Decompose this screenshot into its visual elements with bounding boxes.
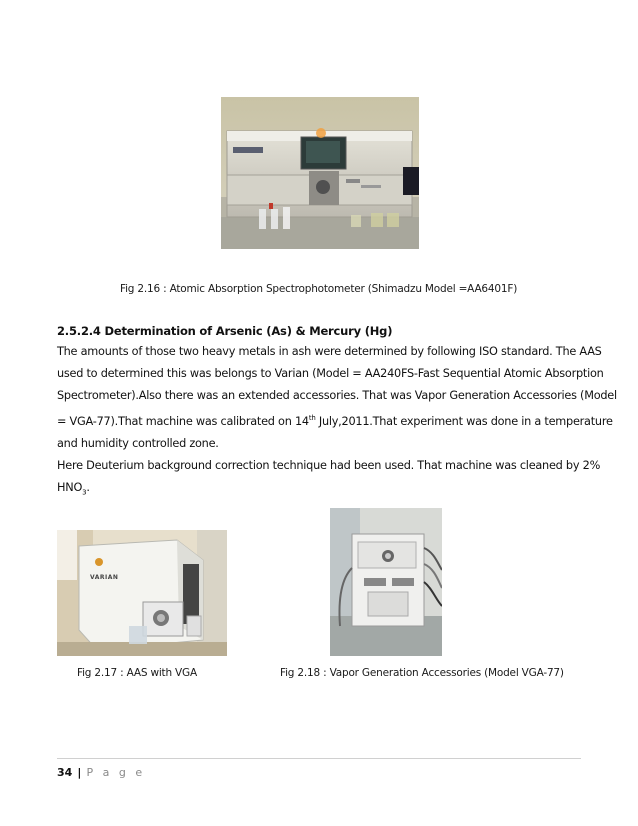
body-line: Here Deuterium background correction technique had been used. That machine was cleaned by 2% (57, 458, 601, 472)
figure-2-16-caption: Fig 2.16 : Atomic Absorption Spectrophotometer (Shimadzu Model =AA6401F) (120, 283, 518, 295)
footer-divider (57, 758, 581, 759)
body-line: = VGA-77).That machine was calibrated on 14th July,2011.That experiment was done in a temperature (57, 414, 613, 428)
figure-2-18-photo (330, 508, 442, 656)
body-line: Spectrometer).Also there was an extended accessories. That was Vapor Generation Accessories (Model (57, 389, 617, 402)
figure-2-17-photo (57, 530, 227, 656)
body-line: used to determined this was belongs to Varian (Model = AA240FS-Fast Sequential Atomic Absorption (57, 367, 604, 380)
body-line: The amounts of those two heavy metals in ash were determined by following ISO standard. The AAS (57, 345, 602, 358)
section-heading: 2.5.2.4 Determination of Arsenic (As) & Mercury (Hg) (57, 324, 393, 338)
figure-2-18-caption: Fig 2.18 : Vapor Generation Accessories (Model VGA-77) (280, 667, 564, 679)
page-label: P a g e (86, 766, 146, 779)
figure-2-16-photo (221, 97, 419, 249)
page-number: 34 (57, 766, 73, 779)
varian-brand-label: VARIAN (90, 574, 119, 581)
footer-separator: | (77, 766, 82, 779)
body-line: and humidity controlled zone. (57, 436, 219, 450)
body-paragraph (57, 341, 617, 503)
page-footer (57, 761, 145, 780)
body-line: $HNO_3$. (57, 480, 90, 497)
aas-shimadzu-photo-icon (221, 97, 419, 249)
aas-varian-photo-icon (57, 530, 227, 656)
vga-photo-icon (330, 508, 442, 656)
figure-2-17-caption: Fig 2.17 : AAS with VGA (77, 667, 197, 679)
